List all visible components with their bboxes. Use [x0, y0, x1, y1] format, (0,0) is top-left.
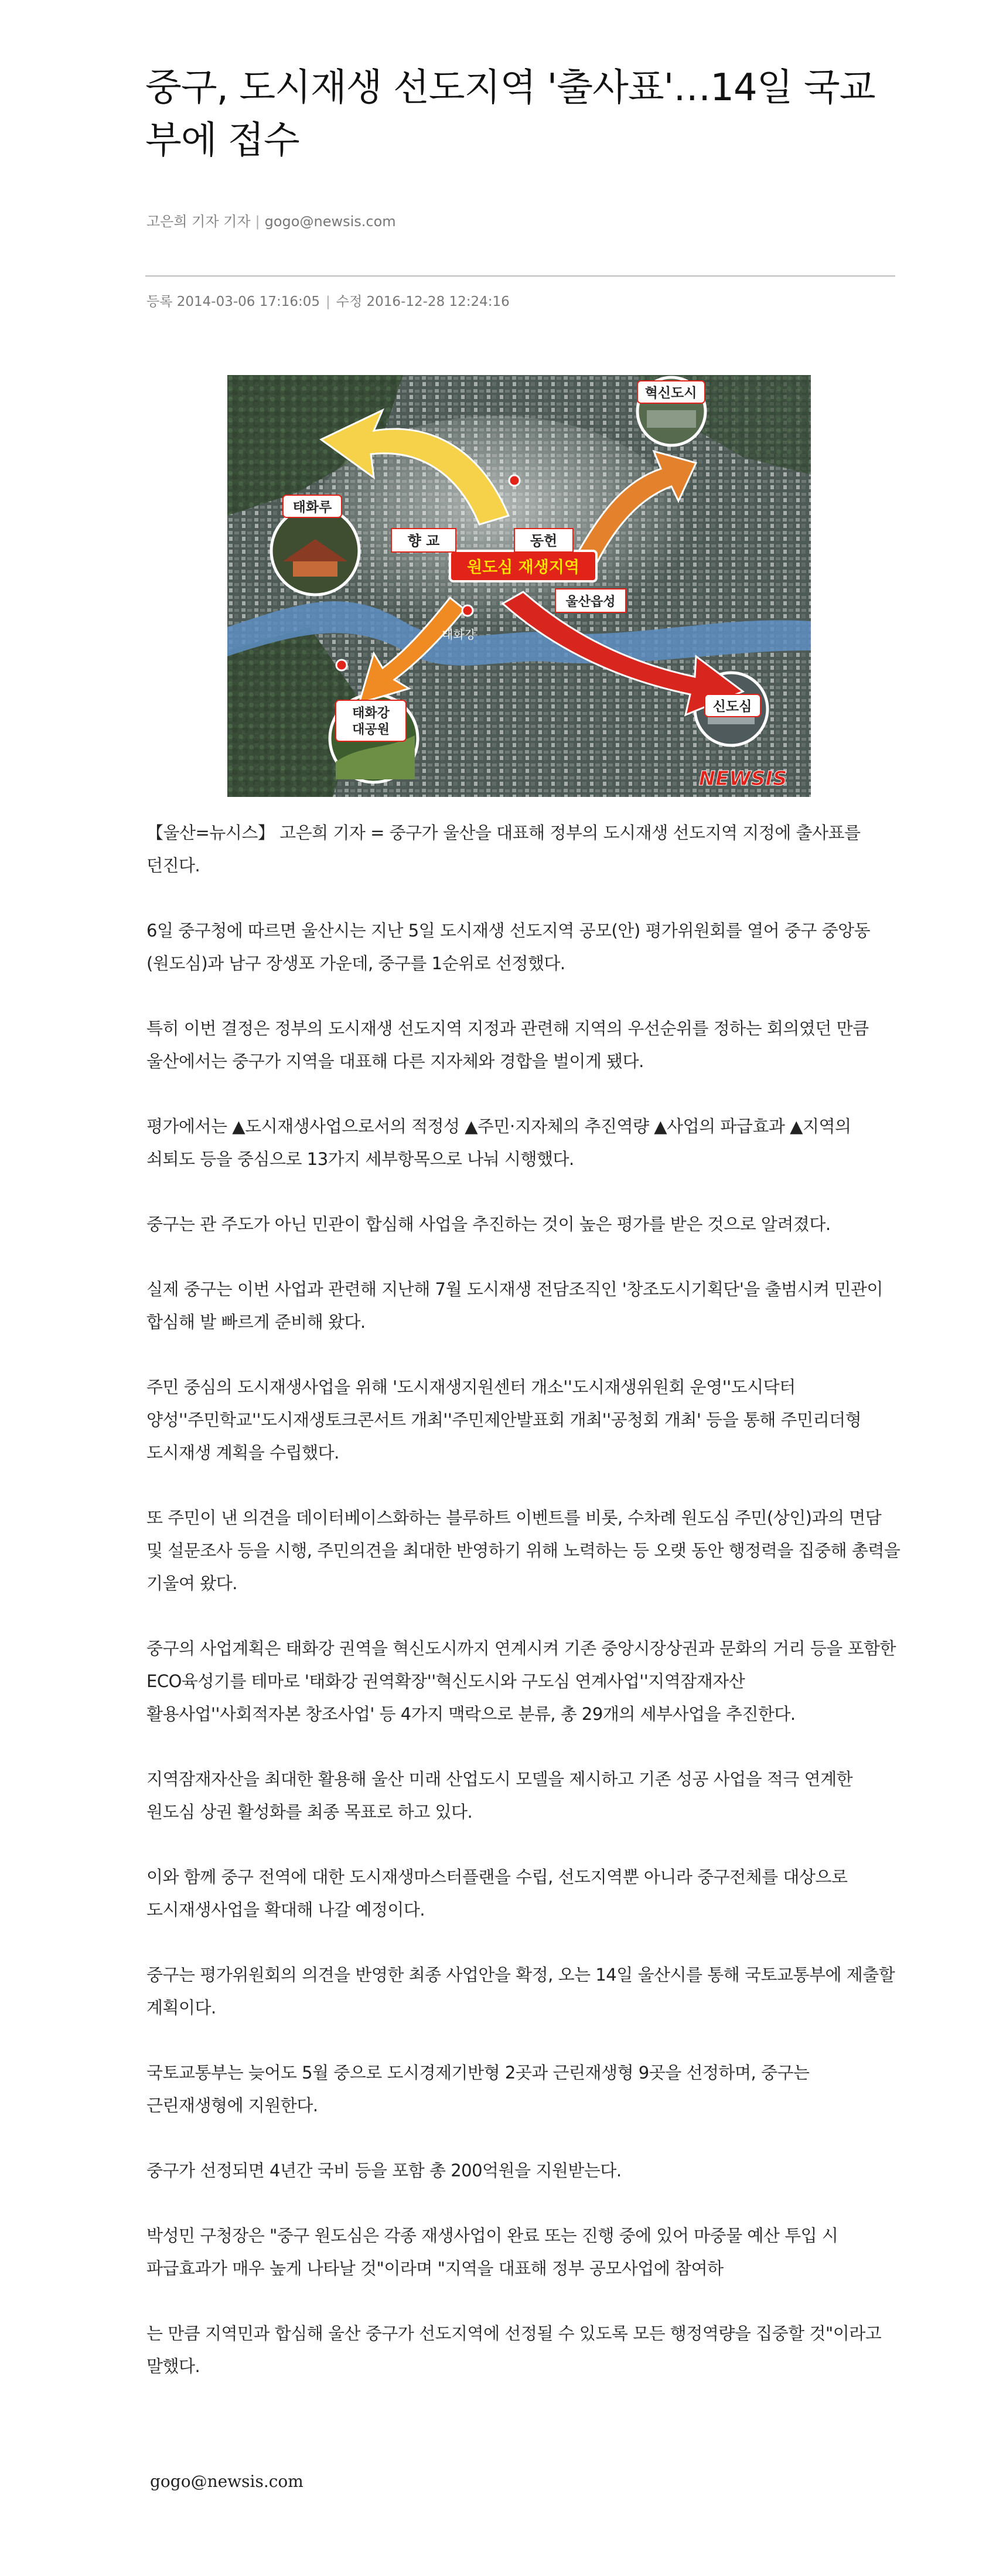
- eupseong-label: 울산읍성: [565, 595, 616, 609]
- registered-time: 2014-03-06 17:16:05: [176, 294, 320, 309]
- river-label: 태화강: [442, 628, 476, 642]
- taehwaru-label: 태화루: [292, 500, 332, 515]
- body-paragraph: 특히 이번 결정은 정부의 도시재생 선도지역 지정과 관련해 지역의 우선순위를 정하는 회의였던 만큼 울산에서는 중구가 지역을 대표해 다른 지자체와 경합을 벌이게 됐다.: [146, 1018, 869, 1071]
- hyanggyo-label: 향 교: [407, 533, 440, 549]
- body-paragraph: 주민 중심의 도시재생사업을 위해 '도시재생지원센터 개소''도시재생위원회 운영''도시닥터 양성''주민학교''도시재생토크콘서트 개최''주민제안발표회 개최''공청회 개최' 등을 통해 주민리더형 도시재생 계획을 수립했다.: [146, 1377, 862, 1463]
- article-body: [146, 816, 902, 2415]
- innovation-city-label: 혁신도시: [644, 386, 697, 401]
- article-headline: 중구, 도시재생 선도지역 '출사표'…14일 국교부에 접수: [145, 66, 875, 162]
- body-paragraph: 평가에서는 ▲도시재생사업으로서의 적정성 ▲주민·지자체의 추진역량 ▲사업의 파급효과 ▲지역의 쇠퇴도 등을 중심으로 13가지 세부항목으로 나눠 시행했다.: [146, 1116, 851, 1169]
- donghyeon-label: 동헌: [530, 533, 558, 549]
- body-paragraph: 는 만큼 지역민과 합심해 울산 중구가 선도지역에 선정될 수 있도록 모든 행정역량을 집중할 것"이라고 말했다.: [146, 2323, 882, 2376]
- registered-label: 등록: [146, 294, 173, 309]
- article-dates: [146, 291, 510, 310]
- body-paragraph: 이와 함께 중구 전역에 대한 도시재생마스터플랜을 수립, 선도지역뿐 아니라 중구전체를 대상으로 도시재생사업을 확대해 나갈 예정이다.: [146, 1867, 848, 1920]
- body-paragraph: 또 주민이 낸 의견을 데이터베이스화하는 블루하트 이벤트를 비롯, 수차례 원도심 주민(상인)과의 면담 및 설문조사 등을 시행, 주민의견을 최대한 반영하기 위해 노력하는 등 오랫 동안 행정력을 집중해 총력을 기울여 왔다.: [146, 1508, 901, 1593]
- core-area-label: 원도심 재생지역: [467, 558, 579, 577]
- article-photo[interactable]: [227, 375, 811, 797]
- body-paragraph: 【울산=뉴시스】 고은희 기자 = 중구가 울산을 대표해 정부의 도시재생 선도지역 지정에 출사표를 던진다.: [146, 823, 861, 875]
- header-divider: [145, 275, 895, 277]
- body-paragraph: 국토교통부는 늦어도 5월 중으로 도시경제기반형 2곳과 근린재생형 9곳을 선정하며, 중구는 근린재생형에 지원한다.: [146, 2063, 810, 2115]
- body-paragraph: 6일 중구청에 따르면 울산시는 지난 5일 도시재생 선도지역 공모(안) 평가위원회를 열어 중구 중앙동(원도심)과 남구 장생포 가운데, 중구를 1순위로 선정했다.: [146, 921, 871, 973]
- body-paragraph: 중구는 평가위원회의 의견을 반영한 최종 사업안을 확정, 오는 14일 울산시를 통해 국토교통부에 제출할 계획이다.: [146, 1965, 895, 2018]
- byline-separator: |: [255, 213, 260, 230]
- dates-separator: |: [326, 294, 330, 309]
- body-paragraph: 중구는 관 주도가 아닌 민관이 합심해 사업을 추진하는 것이 높은 평가를 받은 것으로 알려졌다.: [146, 1214, 831, 1234]
- map-marker: [509, 475, 520, 486]
- map-marker: [336, 660, 347, 670]
- modified-time: 2016-12-28 12:24:16: [366, 294, 510, 309]
- body-paragraph: 중구가 선정되면 4년간 국비 등을 포함 총 200억원을 지원받는다.: [146, 2161, 622, 2180]
- modified-label: 수정: [336, 294, 363, 309]
- newsis-watermark: NEWSIS: [698, 767, 787, 790]
- reporter-email-link[interactable]: gogo@newsis.com: [264, 213, 396, 230]
- map-marker: [462, 605, 473, 616]
- body-paragraph: 중구의 사업계획은 태화강 권역을 혁신도시까지 연계시켜 기존 중앙시장상권과 문화의 거리 등을 포함한 ECO육성기를 테마로 '태화강 권역확장''혁신도시와 구도심 연계사업''지역잠재자산 활용사업''사회적자본 창조사업' 등 4가지 맥락으로 분류, 총 29개의 세부사업을 추진한다.: [146, 1638, 896, 1724]
- body-paragraph: 지역잠재자산을 최대한 활용해 울산 미래 산업도시 모델을 제시하고 기존 성공 사업을 적극 연계한 원도심 상권 활성화를 최종 목표로 하고 있다.: [146, 1769, 853, 1822]
- body-paragraph: 실제 중구는 이번 사업과 관련해 지난해 7월 도시재생 전담조직인 '창조도시기획단'을 출범시켜 민관이 합심해 발 빠르게 준비해 왔다.: [146, 1279, 883, 1332]
- byline: [146, 210, 396, 230]
- new-downtown-label: 신도심: [712, 699, 752, 714]
- footer-email-link[interactable]: gogo@newsis.com: [150, 2472, 303, 2491]
- taehwagang-park-label-1: 태화강: [352, 706, 390, 721]
- taehwaru-circle: [271, 507, 359, 595]
- reporter-name: 고은희 기자 기자: [146, 213, 251, 230]
- taehwagang-park-label-2: 대공원: [352, 723, 390, 737]
- body-paragraph: 박성민 구청장은 "중구 원도심은 각종 재생사업이 완료 또는 진행 중에 있어 마중물 예산 투입 시 파급효과가 매우 높게 나타날 것"이라며 "지역을 대표해 정부 공모사업에 참여하: [146, 2226, 838, 2278]
